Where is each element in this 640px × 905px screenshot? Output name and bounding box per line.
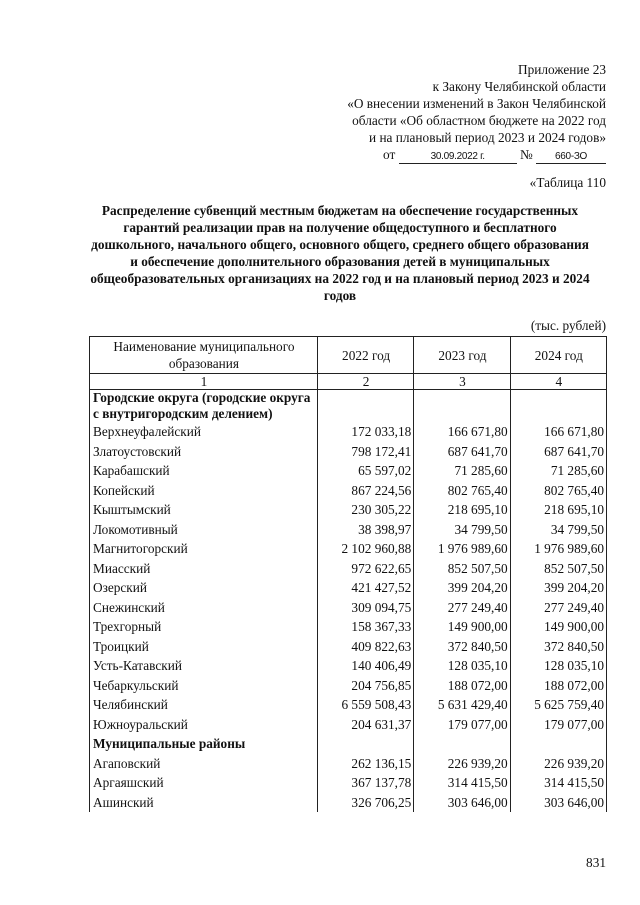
value-2022: 140 406,49	[317, 656, 413, 676]
table-row	[90, 442, 607, 462]
value-2023: 314 415,50	[414, 773, 510, 793]
value-2023: 179 077,00	[414, 715, 510, 735]
value-2022: 6 559 508,43	[317, 695, 413, 715]
value-2022: 204 631,37	[317, 715, 413, 735]
page-number: 831	[586, 855, 606, 870]
value-2022: 262 136,15	[317, 754, 413, 774]
value-2023	[414, 734, 510, 754]
value-2023: 71 285,60	[414, 461, 510, 481]
document-title: Распределение субвенций местным бюджетам на обеспечение государственных гарантий реализации прав на получение общедоступного и бесплатного дошкольного, начального общего, основного общего, среднего общего образования и обеспечение дополнительного образования детей в муниципальных общеобразовательных организациях на 2022 год и на плановый период 2023 и 2024 годов	[90, 203, 590, 303]
table-row	[90, 656, 607, 676]
value-2024: 128 035,10	[510, 656, 606, 676]
column-number: 4	[510, 374, 606, 390]
header-line: и на плановый период 2023 и 2024 годов»	[369, 130, 606, 145]
value-2024	[510, 390, 606, 423]
value-2023: 149 900,00	[414, 617, 510, 637]
municipality-name: Снежинский	[90, 598, 318, 618]
table-row	[90, 793, 607, 813]
column-header-2023: 2023 год	[414, 337, 510, 374]
value-2022: 309 094,75	[317, 598, 413, 618]
value-2024: 5 625 759,40	[510, 695, 606, 715]
date-number-line	[306, 146, 606, 164]
value-2024: 314 415,50	[510, 773, 606, 793]
value-2022	[317, 390, 413, 423]
value-2023: 34 799,50	[414, 520, 510, 540]
value-2024: 218 695,10	[510, 500, 606, 520]
table-row	[90, 754, 607, 774]
value-2022: 204 756,85	[317, 676, 413, 696]
column-header-name: Наименование муниципального образования	[90, 337, 318, 374]
column-header-2024: 2024 год	[510, 337, 606, 374]
column-number: 1	[90, 374, 318, 390]
municipality-name: Ашинский	[90, 793, 318, 813]
value-2023: 1 976 989,60	[414, 539, 510, 559]
table-row	[90, 637, 607, 657]
subsidies-table	[89, 336, 607, 812]
municipality-name: Трехгорный	[90, 617, 318, 637]
value-2024: 802 765,40	[510, 481, 606, 501]
value-2024: 277 249,40	[510, 598, 606, 618]
header-line: «О внесении изменений в Закон Челябинской	[347, 96, 606, 111]
municipality-name: Копейский	[90, 481, 318, 501]
value-2024: 852 507,50	[510, 559, 606, 579]
table-row	[90, 715, 607, 735]
value-2024: 1 976 989,60	[510, 539, 606, 559]
number-value: 660-ЗО	[536, 151, 606, 164]
value-2022: 367 137,78	[317, 773, 413, 793]
municipality-name: Муниципальные районы	[90, 734, 318, 754]
group-row	[90, 734, 607, 754]
table-row	[90, 617, 607, 637]
value-2022	[317, 734, 413, 754]
value-2023: 218 695,10	[414, 500, 510, 520]
header-line: области «Об областном бюджете на 2022 год	[352, 113, 606, 128]
table-number: «Таблица 110	[529, 175, 606, 190]
municipality-name: Златоустовский	[90, 442, 318, 462]
column-number: 3	[414, 374, 510, 390]
column-header-2022: 2022 год	[317, 337, 413, 374]
value-2023: 226 939,20	[414, 754, 510, 774]
table-row	[90, 539, 607, 559]
table-row	[90, 598, 607, 618]
municipality-name: Городские округа (городские округа с внутригородским делением)	[90, 390, 318, 423]
value-2024: 188 072,00	[510, 676, 606, 696]
table-row	[90, 773, 607, 793]
table-row	[90, 500, 607, 520]
value-2023: 687 641,70	[414, 442, 510, 462]
header-line: Приложение 23	[518, 62, 606, 77]
value-2022: 798 172,41	[317, 442, 413, 462]
value-2024: 166 671,80	[510, 422, 606, 442]
table-row	[90, 676, 607, 696]
value-2023	[414, 390, 510, 423]
value-2022: 421 427,52	[317, 578, 413, 598]
appendix-header	[306, 61, 606, 164]
value-2023: 852 507,50	[414, 559, 510, 579]
value-2023: 277 249,40	[414, 598, 510, 618]
value-2022: 972 622,65	[317, 559, 413, 579]
value-2023: 372 840,50	[414, 637, 510, 657]
value-2022: 326 706,25	[317, 793, 413, 813]
value-2022: 172 033,18	[317, 422, 413, 442]
municipality-name: Челябинский	[90, 695, 318, 715]
table-row	[90, 461, 607, 481]
unit-label: (тыс. рублей)	[530, 318, 606, 333]
table-row	[90, 559, 607, 579]
value-2024: 372 840,50	[510, 637, 606, 657]
value-2022: 38 398,97	[317, 520, 413, 540]
ot-label: от	[383, 147, 396, 162]
municipality-name: Кыштымский	[90, 500, 318, 520]
value-2022: 2 102 960,88	[317, 539, 413, 559]
column-number-row	[90, 374, 607, 390]
value-2023: 802 765,40	[414, 481, 510, 501]
value-2024: 179 077,00	[510, 715, 606, 735]
municipality-name: Верхнеуфалейский	[90, 422, 318, 442]
value-2022: 65 597,02	[317, 461, 413, 481]
municipality-name: Локомотивный	[90, 520, 318, 540]
municipality-name: Аргаяшский	[90, 773, 318, 793]
value-2023: 303 646,00	[414, 793, 510, 813]
municipality-name: Карабашский	[90, 461, 318, 481]
value-2022: 867 224,56	[317, 481, 413, 501]
value-2024: 226 939,20	[510, 754, 606, 774]
municipality-name: Агаповский	[90, 754, 318, 774]
value-2024: 34 799,50	[510, 520, 606, 540]
municipality-name: Озерский	[90, 578, 318, 598]
table-row	[90, 422, 607, 442]
table-row	[90, 520, 607, 540]
municipality-name: Миасский	[90, 559, 318, 579]
municipality-name: Магнитогорский	[90, 539, 318, 559]
value-2022: 158 367,33	[317, 617, 413, 637]
value-2024: 687 641,70	[510, 442, 606, 462]
number-label: №	[519, 147, 533, 162]
value-2023: 5 631 429,40	[414, 695, 510, 715]
value-2024: 71 285,60	[510, 461, 606, 481]
municipality-name: Усть-Катавский	[90, 656, 318, 676]
value-2023: 166 671,80	[414, 422, 510, 442]
value-2024: 303 646,00	[510, 793, 606, 813]
value-2023: 399 204,20	[414, 578, 510, 598]
column-number: 2	[317, 374, 413, 390]
table-header-row	[90, 337, 607, 374]
municipality-name: Троицкий	[90, 637, 318, 657]
group-row	[90, 390, 607, 423]
municipality-name: Южноуральский	[90, 715, 318, 735]
value-2024: 149 900,00	[510, 617, 606, 637]
value-2022: 409 822,63	[317, 637, 413, 657]
municipality-name: Чебаркульский	[90, 676, 318, 696]
value-2024	[510, 734, 606, 754]
header-line: к Закону Челябинской области	[432, 79, 606, 94]
table-body	[90, 390, 607, 813]
value-2022: 230 305,22	[317, 500, 413, 520]
value-2023: 188 072,00	[414, 676, 510, 696]
table-row	[90, 481, 607, 501]
value-2024: 399 204,20	[510, 578, 606, 598]
date-value: 30.09.2022 г.	[399, 151, 517, 164]
value-2023: 128 035,10	[414, 656, 510, 676]
table-row	[90, 695, 607, 715]
table-row	[90, 578, 607, 598]
